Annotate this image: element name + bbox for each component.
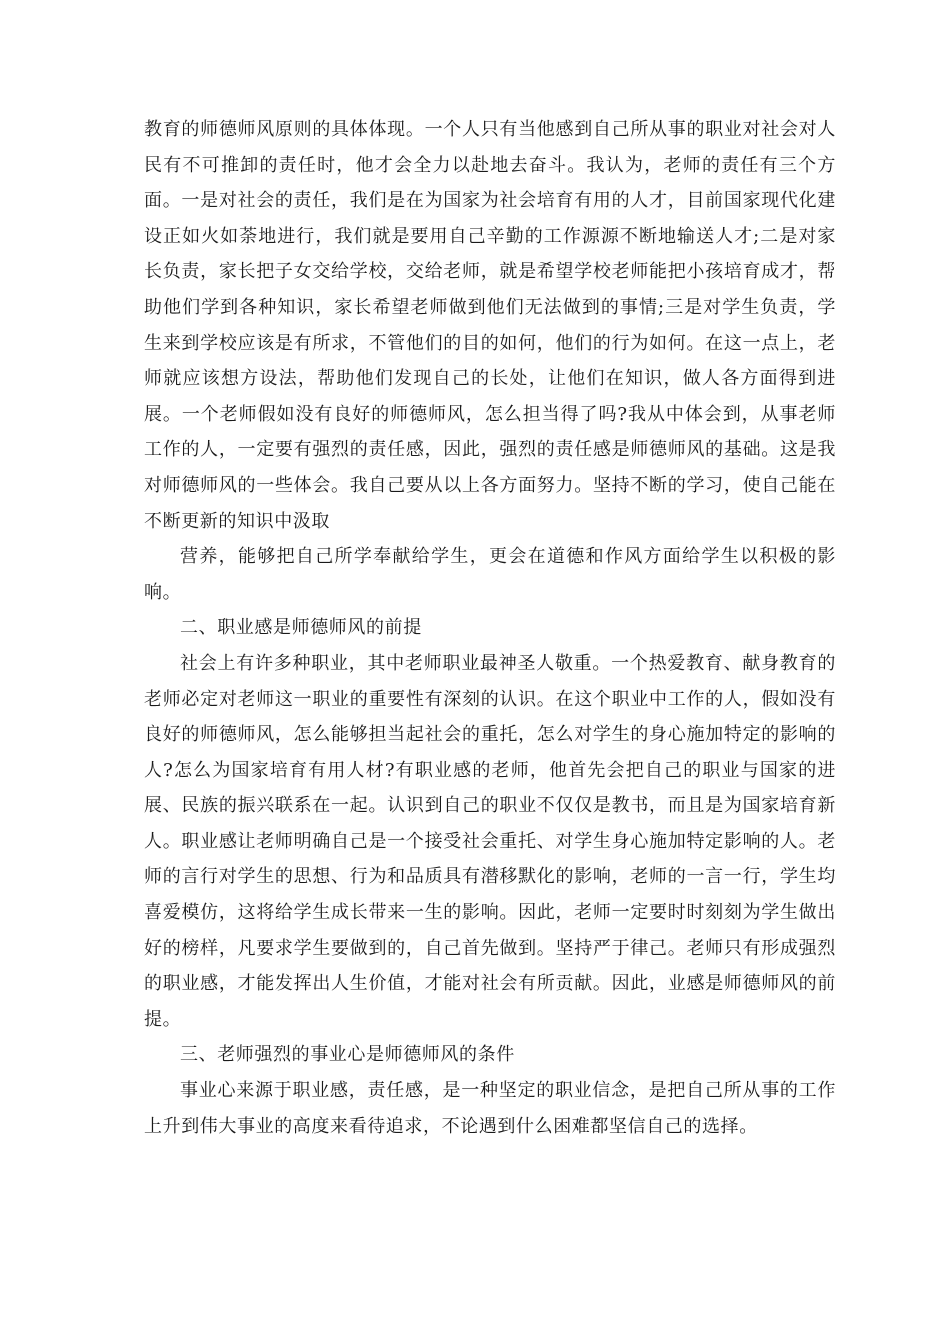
body-paragraph-nourishment: 营养，能够把自己所学奉献给学生，更会在道德和作风方面给学生以积极的影响。: [144, 546, 836, 603]
section-heading-career-sense: 二、职业感是师德师风的前提: [180, 617, 422, 639]
body-paragraph-career-sense: 社会上有许多种职业，其中老师职业最神圣人敬重。一个热爱教育、献身教育的老师必定对老师这一职业的重要性有深刻的认识。在这个职业中工作的人，假如没有良好的师德师风，怎么能够担当起社会的重托，怎么对学生的身心施加特定的影响的人?怎么为国家培育有用人材?有职业感的老师，他首先会把自己的职业与国家的进展、民族的振兴联系在一起。认识到自己的职业不仅仅是教书，而且是为国家培育新人。职业感让老师明确自己是一个接受社会重托、对学生身心施加特定影响的人。老师的言行对学生的思想、行为和品质具有潜移默化的影响，老师的一言一行，学生均喜爱模仿，这将给学生成长带来一生的影响。因此，老师一定要时时刻刻为学生做出好的榜样，凡要求学生要做到的，自己首先做到。坚持严于律己。老师只有形成强烈的职业感，才能发挥出人生价值，才能对社会有所贡献。因此，业感是师德师风的前提。: [144, 652, 836, 1030]
document-page: [144, 112, 836, 1144]
section-heading-dedication: 三、老师强烈的事业心是师德师风的条件: [180, 1044, 515, 1066]
body-paragraph-responsibility: 教育的师德师风原则的具体体现。一个人只有当他感到自己所从事的职业对社会对人民有不可推卸的责任时，他才会全力以赴地去奋斗。我认为，老师的责任有三个方面。一是对社会的责任，我们是在为国家为社会培育有用的人才，目前国家现代化建设正如火如荼地进行，我们就是要用自己辛勤的工作源源不断地输送人才;二是对家长负责，家长把子女交给学校，交给老师，就是希望学校老师能把小孩培育成才，帮助他们学到各种知识，家长希望老师做到他们无法做到的事情;三是对学生负责，学生来到学校应该是有所求，不管他们的目的如何，他们的行为如何。在这一点上，老师就应该想方设法，帮助他们发现自己的长处，让他们在知识，做人各方面得到进展。一个老师假如没有良好的师德师风，怎么担当得了吗?我从中体会到，从事老师工作的人，一定要有强烈的责任感，因此，强烈的责任感是师德师风的基础。这是我对师德师风的一些体会。我自己要从以上各方面努力。坚持不断的学习，使自己能在不断更新的知识中汲取: [144, 119, 836, 532]
body-paragraph-dedication: 事业心来源于职业感，责任感，是一种坚定的职业信念，是把自己所从事的工作上升到伟大事业的高度来看待追求，不论遇到什么困难都坚信自己的选择。: [144, 1080, 836, 1137]
